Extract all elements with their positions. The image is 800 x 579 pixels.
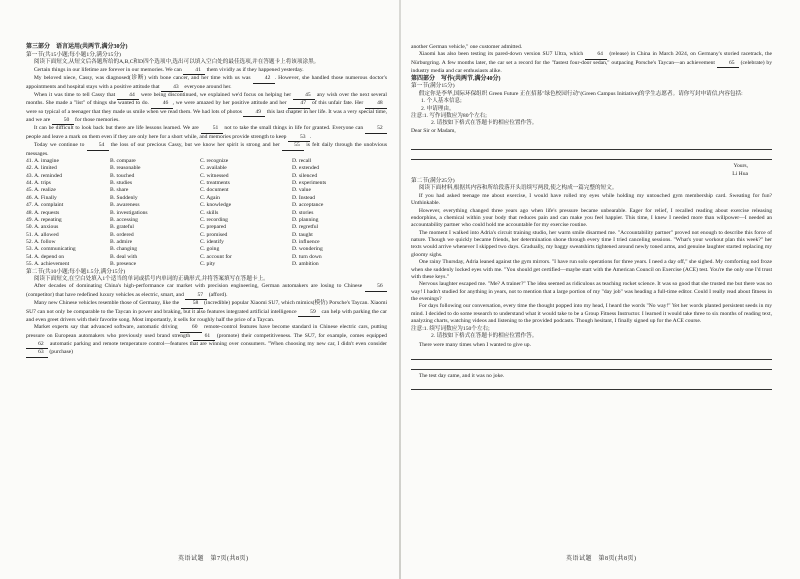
page-7-footer: 英语试题 第7页(共8页) (178, 556, 249, 562)
story-paragraph-3: The moment I walked into Adria's circuit training studio, her warm smile disarmed me. "Accountability partner" proved not enough to describe this force of nature. Though we quickly became friends, her determination shone through every time I tried canceling sessions. "What's your workout plan this week?" her texts would arrive whenever I skipped two days. Gradually, my baggy sweatshirts tightened around newly toned arms, and genuine laughter started replacing my gloomy sighs. (411, 229, 772, 258)
option-cell: B. share (110, 187, 129, 194)
option-cell: D. experiments (292, 180, 327, 187)
option-cell: C. recognize (200, 157, 229, 164)
cloze-paragraph-4: It can be difficult to look back but there are life lessons learned. We are 51 not to take the small things in life for granted. Everyone can 52 people and leave a mark on them even if they are only here for a short while, and memories provide strength to keep 53 . (26, 125, 387, 142)
page-7 (26, 44, 387, 358)
option-cell: D. extended (292, 165, 320, 172)
option-cell: 52. A. follow (26, 239, 56, 246)
option-cell: C. document (200, 187, 229, 194)
blank-55: 55 (282, 142, 304, 150)
story-paragraph-4: One rainy Thursday, Adria leaned against the gym mirrors. "I have run solo operations for three years. I need a day off," she sighed. My comforting nod froze when she suddenly locked eyes with me. "You should get certified—maybe start with the American Council on Exercise (ACE) test. You're the only one I'd trust with these keys." (411, 259, 772, 280)
section1-title: 第一节(共15小题;每小题1分,满分15分) (26, 51, 121, 58)
writing1-item-1: 1. 个人基本信息; (421, 98, 462, 105)
option-cell: B. compare (110, 157, 136, 164)
option-cell: B. presence (110, 261, 137, 268)
option-cell: D. Instead (292, 194, 315, 201)
option-cell: B. ordered (110, 231, 134, 238)
option-cell: 53. A. communicating (26, 246, 76, 253)
option-cell: C. skills (200, 209, 219, 216)
option-cell: 42. A. limited (26, 165, 57, 172)
option-cell: B. investigations (110, 209, 148, 216)
option-cell: D. influence (292, 239, 320, 246)
blank-44: 44 (117, 92, 139, 100)
answer-line (411, 141, 772, 150)
option-cell: 47. A. complaint (26, 202, 64, 209)
option-cell: B. studies (110, 180, 133, 187)
blank-42: 42 (253, 75, 275, 83)
option-cell: B. Suddenly (110, 194, 138, 201)
blank-63: 63 (26, 349, 48, 357)
blank-54: 54 (87, 142, 109, 150)
option-cell: C. identify (200, 239, 224, 246)
blank-45: 45 (293, 92, 315, 100)
option-cell: 41. A. imagine (26, 157, 59, 164)
blank-51: 51 (201, 125, 223, 133)
writing2-note-1: 注意:1. 续写词数应为150个左右; (411, 325, 490, 332)
writing1-instructions: 假定你是李华,国际环保组织 Green Future 正在招募"绿色校园行动"(Green Campus Initiative)的学生志愿者。请你写封申请信,内容包括: (418, 90, 743, 97)
continuation-start-2: The test day came, and it was no joke. (418, 372, 505, 379)
grammar-paragraph-2: Many new Chinese vehicles resemble those of Germany, like the 58 (incredible) popular Xiaomi SU7, which mimics(模仿) Porsche's Taycan. Xiaomi SU7 can not only be comparable to the Taycan in power and braking, but it also features integrated artificial intelligence 59 can help with parking the car and even greet drivers with their favorite song. Most importantly, it sells for roughly half the price of a Taycan. (26, 300, 387, 323)
section2-title: 第二节(共10小题;每小题1.5分,满分15分) (26, 268, 126, 275)
blank-47: 47 (288, 100, 310, 108)
part3-title: 第三部分 语言运用(共两节,满分30分) (26, 44, 128, 50)
writing2-instructions: 阅读下面材料,根据其内容和所给段落开头语续写两段,使之构成一篇完整的短文。 (418, 185, 618, 192)
option-cell: D. regretful (292, 224, 319, 231)
blank-57: 57 (185, 292, 207, 300)
option-cell: 49. A. repeating (26, 216, 62, 223)
option-cell: D. taught (292, 231, 313, 238)
option-cell: 50. A. anxious (26, 224, 59, 231)
cloze-paragraph-2: My beloved niece, Cassy, was diagnosed(诊断) with bone cancer, and her time with us was 42 . However, she handled those numerous doctor's appointments and hospital stays with a positive attitude that 43 everyone around her. (26, 75, 387, 92)
cloze-paragraph-3: When it was time to tell Cassy that 44 were being discontinued, we explained we'd focus on helping her 45 any wish over the next several months. She made a "list" of things she wanted to do. 46 , we were amazed by her positive attitude and her 47 of this unfair fate. Her 48 were so typical of a teenager that they made us smile when we read them. We had lots of photos 49 this last chapter in her life. It was a very special time, and we are 50 for those memories. (26, 92, 387, 126)
option-cell: B. grateful (110, 224, 134, 231)
section1-instructions: 阅读下面短文,从短文后各题所给的A,B,C和D四个选项中,选出可以填入空白处的最佳选项,并在答题卡上将该项涂黑。 (33, 59, 320, 66)
option-cell: B. reasonable (110, 165, 141, 172)
option-cell: C. pity (200, 261, 216, 268)
option-cell: B. touched (110, 172, 135, 179)
option-cell: B. awareness (110, 202, 140, 209)
blank-64: 64 (585, 51, 607, 59)
page-8-footer: 英语试题 第8页(共8页) (566, 556, 637, 562)
letter-salutation: Dear Sir or Madam, (411, 127, 456, 134)
option-cell: C. going (200, 246, 220, 253)
story-paragraph-2: However, everything changed three years ago when life's pressure became unbearable. Eager for relief, I recalled reading about exercise releasing endorphins, a chemical within your body that reduces pain and can make you feel happier. This time, I knew I needed more than willpower—I needed an accountability partner who could hold me accountable for my exercise routine. (411, 207, 772, 229)
answer-line (411, 351, 772, 360)
blank-56: 56 (365, 283, 387, 291)
part4-title: 第四部分 写作(共两节,满分40分) (411, 75, 501, 82)
blank-49: 49 (243, 109, 265, 117)
option-cell: C. knowledge (200, 202, 232, 209)
option-cell: 44. A. trips (26, 180, 51, 187)
option-cell: 43. A. reminded (26, 172, 63, 179)
option-cell: C. promised (200, 231, 228, 238)
blank-52: 52 (365, 125, 387, 133)
writing2-title: 第二节(满分25分) (411, 177, 455, 184)
grammar-paragraph-1: After decades of dominating China's high-performance car market with precision engineering, German automakers are losing to Chinese 56 (competitor) that have redefined luxury vehicles as electric, smart, and 57 (afford). (26, 283, 387, 300)
page-8 (411, 44, 772, 390)
answer-line (411, 151, 772, 160)
continuation-start-1: There were many times when I wanted to give up. (418, 342, 531, 349)
option-cell: B. deal with (110, 253, 138, 260)
option-cell: D. value (292, 187, 311, 194)
option-cell: C. account for (200, 253, 232, 260)
blank-46: 46 (151, 100, 173, 108)
blank-59: 59 (298, 309, 320, 317)
writing2-note-2: 2. 请按如下格式在答题卡的相应位置作答。 (431, 332, 538, 339)
option-cell: 55. A. achievement (26, 261, 70, 268)
option-cell: B. admire (110, 239, 133, 246)
grammar-paragraph-4: Xiaomi has also been testing its pared-down version SU7 Ultra, which 64 (release) in China in March 2024, on Germany's storied racetrack, the Nürburgring. A few months later, the car set a record for the "fastest four-door sedan," outpacing Porsche's Taycan—an achievement 65 (celebrate) by industry media and car enthusiasts alike. (411, 51, 773, 75)
blank-43: 43 (161, 84, 183, 92)
option-cell: 45. A. realize (26, 187, 56, 194)
page-fold (399, 0, 401, 579)
option-cell: C. prepared (200, 224, 227, 231)
story-paragraph-6: For days following our conversation, every time the thought popped into my head, I heard the words "No way!" Yet her words planted persistent seeds in my mind. I decided to do some research to understand what it would take to be a Group Fitness Instructor. I learned it would take three to six months of reading text, analyzing charts, watching videos and listening to the provided podcasts. Though hesitant, I finally signed up for the ACE course. (411, 303, 772, 325)
option-cell: D. acceptance (292, 202, 324, 209)
answer-line (411, 381, 772, 390)
option-cell: C. treatments (200, 180, 230, 187)
cloze-options (26, 158, 387, 269)
blank-60: 60 (180, 324, 202, 332)
option-cell: C. recording (200, 216, 228, 223)
option-cell: D. silenced (292, 172, 318, 179)
section2-instructions: 阅读下面短文,在空白处填入1个适当的单词或括号内单词的正确形式,并将答案填写在答题卡上。 (33, 276, 269, 283)
option-cell: D. turn down (292, 253, 322, 260)
option-cell: C. witnessed (200, 172, 229, 179)
blank-41: 41 (183, 67, 205, 75)
story-paragraph-5: Nervous laughter escaped me. "Me? A trainer?" The idea seemed as ridiculous as teaching rocket science. It was so good that she trusted me but there was no way! I hadn't studied for anything in years, not to mention that a large portion of my "day job" was heading a full-time editor. Could I really read about fitness in the evenings? (411, 281, 772, 303)
option-cell: B. accessing (110, 216, 138, 223)
option-cell: 54. A. depend on (26, 253, 65, 260)
cloze-paragraph-1: Certain things in our lifetime are forever in our memories. We can 41 them vividly as if they happened yesterday. (26, 67, 387, 75)
option-cell: 46. A. Finally (26, 194, 57, 201)
blank-48: 48 (365, 100, 387, 108)
option-cell: C. available (200, 165, 227, 172)
blank-53: 53 (288, 134, 310, 142)
blank-62: 62 (26, 341, 48, 349)
letter-closing: Yours, (733, 163, 748, 170)
story-paragraph-1: If you had asked teenage me about exercise, I would have rolled my eyes while holding my untouched gym membership card. Sweating for fun? Unthinkable. (411, 192, 772, 207)
option-cell: C. Again (200, 194, 220, 201)
option-cell: 48. A. requests (26, 209, 60, 216)
option-cell: D. wondering (292, 246, 323, 253)
option-cell: B. changing (110, 246, 138, 253)
writing1-item-2: 2. 申请理由。 (421, 105, 455, 112)
option-cell: D. ambition (292, 261, 319, 268)
blank-61: 61 (193, 333, 215, 341)
grammar-paragraph-3: Market experts say that advanced software, automatic driving 60 remote-control features have become standard in Chinese electric cars, putting pressure on European automakers who previously used brand strength 61 (promote) their competitiveness. The SU7, for example, comes equipped 62 automatic parking and remote temperature control—features that are winning over consumers. "When choosing my new car, I didn't even consider 63 (purchase) (26, 324, 387, 358)
blank-50: 50 (52, 117, 74, 125)
grammar-continuation: another German vehicle," one customer admitted. (411, 44, 523, 50)
answer-line (411, 361, 772, 370)
blank-65: 65 (717, 60, 739, 68)
option-cell: D. planning (292, 216, 319, 223)
option-cell: D. recall (292, 157, 312, 164)
option-cell: 51. A. allowed (26, 231, 59, 238)
writing1-note-1: 注意:1. 写作词数应为80个左右; (411, 113, 487, 120)
cloze-paragraph-5: Today we continue to 54 the loss of our precious Cassy, but we know her spirit is strong and her 55 is felt daily through the unobvious messages. (26, 142, 388, 157)
writing1-title: 第一节(满分15分) (411, 83, 455, 90)
writing1-note-2: 2. 请按如下格式在答题卡的相应位置作答。 (431, 120, 538, 127)
blank-58: 58 (181, 300, 203, 308)
letter-signature: Li Hua (732, 170, 748, 177)
option-cell: D. stories (292, 209, 314, 216)
